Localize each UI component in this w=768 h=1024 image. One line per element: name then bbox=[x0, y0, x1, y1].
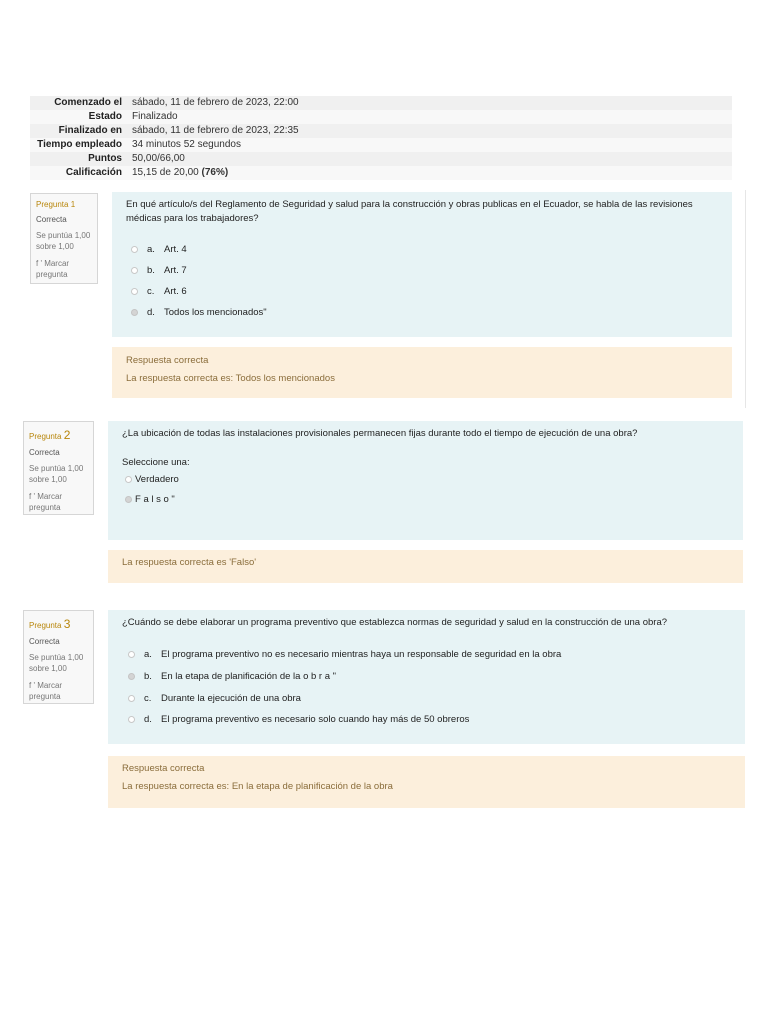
option-text: Art. 6 bbox=[164, 285, 187, 297]
summary-row-points bbox=[30, 152, 732, 166]
answer-option[interactable] bbox=[128, 691, 301, 705]
summary-value: 50,00/66,00 bbox=[132, 153, 185, 164]
answer-option[interactable] bbox=[128, 647, 561, 661]
summary-label: Comenzado el bbox=[54, 97, 122, 108]
option-letter: c. bbox=[144, 692, 152, 704]
question-content-1 bbox=[112, 192, 732, 337]
question-grade: Se puntúa 1,00 sobre 1,00 bbox=[29, 653, 84, 673]
question-number: Pregunta 3 bbox=[29, 617, 71, 631]
flag-question-link[interactable]: f ' Marcar pregunta bbox=[36, 259, 70, 279]
summary-value: 34 minutos 52 segundos bbox=[132, 139, 241, 150]
answer-option-selected[interactable] bbox=[131, 305, 267, 319]
summary-value: sábado, 11 de febrero de 2023, 22:35 bbox=[132, 125, 299, 136]
grade-max: de 20,00 bbox=[157, 167, 202, 178]
radio-button-checked[interactable] bbox=[128, 673, 135, 680]
radio-button[interactable] bbox=[128, 695, 135, 702]
radio-button-checked[interactable] bbox=[125, 496, 132, 503]
feedback-box-1 bbox=[112, 347, 732, 398]
answer-option[interactable] bbox=[128, 712, 469, 726]
divider bbox=[745, 190, 746, 408]
option-letter: a. bbox=[147, 243, 155, 255]
option-text: El programa preventivo no es necesario mientras haya un responsable de seguridad en la obra bbox=[161, 648, 562, 660]
feedback-title: Respuesta correcta bbox=[126, 355, 209, 366]
summary-label: Calificación bbox=[65, 167, 122, 178]
flag-question-link[interactable]: f ' Marcar pregunta bbox=[29, 681, 63, 701]
radio-button[interactable] bbox=[131, 288, 138, 295]
grade-value: 15,15 bbox=[132, 167, 158, 178]
option-text: Art. 7 bbox=[164, 264, 187, 276]
option-letter: d. bbox=[147, 306, 155, 318]
question-state: Correcta bbox=[36, 215, 67, 224]
question-info-3 bbox=[23, 610, 94, 704]
feedback-box-3 bbox=[108, 756, 745, 808]
summary-label: Estado bbox=[88, 111, 122, 122]
option-text: El programa preventivo es necesario solo cuando hay más de 50 obreros bbox=[161, 713, 470, 725]
question-number: Pregunta 2 bbox=[29, 428, 71, 442]
summary-value bbox=[122, 166, 228, 180]
option-text: Art. 4 bbox=[164, 243, 187, 255]
feedback-box-2 bbox=[108, 550, 743, 583]
summary-row-time bbox=[30, 138, 732, 152]
answer-option-selected[interactable] bbox=[125, 492, 175, 506]
answer-option[interactable] bbox=[131, 242, 187, 256]
summary-label: Puntos bbox=[88, 153, 122, 164]
option-letter: b. bbox=[147, 264, 155, 276]
feedback-text: La respuesta correcta es: Todos los mencionados bbox=[126, 373, 335, 384]
answer-option-selected[interactable] bbox=[128, 669, 336, 683]
summary-row-grade bbox=[30, 166, 732, 180]
summary-label: Tiempo empleado bbox=[37, 139, 122, 150]
radio-button-checked[interactable] bbox=[131, 309, 138, 316]
summary-label: Finalizado en bbox=[58, 125, 122, 136]
summary-row-finished bbox=[30, 124, 732, 138]
flag-question-link[interactable]: f ' Marcar pregunta bbox=[29, 492, 63, 512]
question-grade: Se puntúa 1,00 sobre 1,00 bbox=[29, 464, 84, 484]
question-text: ¿La ubicación de todas las instalaciones provisionales permanecen fijas durante todo el tiempo de ejecución de una obra? bbox=[122, 428, 638, 439]
option-text: En la etapa de planificación de la o b r a " bbox=[161, 670, 337, 682]
option-letter: b. bbox=[144, 670, 152, 682]
feedback-title: Respuesta correcta bbox=[122, 763, 205, 774]
select-one-prompt: Seleccione una: bbox=[122, 457, 190, 468]
summary-row-started bbox=[30, 96, 732, 110]
option-text: Todos los mencionados" bbox=[164, 306, 267, 318]
question-grade: Se puntúa 1,00 sobre 1,00 bbox=[36, 231, 91, 251]
option-text: F a l s o " bbox=[135, 493, 175, 505]
question-text: ¿Cuándo se debe elaborar un programa preventivo que establezca normas de seguridad y salud en la construcción de una obra? bbox=[122, 617, 668, 628]
summary-value: Finalizado bbox=[132, 111, 178, 122]
option-letter: d. bbox=[144, 713, 152, 725]
option-letter: a. bbox=[144, 648, 152, 660]
radio-button[interactable] bbox=[131, 267, 138, 274]
answer-option[interactable] bbox=[131, 263, 187, 277]
radio-button[interactable] bbox=[125, 476, 132, 483]
question-number: Pregunta 1 bbox=[36, 200, 76, 209]
question-state: Correcta bbox=[29, 637, 60, 646]
question-content-2 bbox=[108, 421, 743, 540]
summary-value: sábado, 11 de febrero de 2023, 22:00 bbox=[132, 97, 299, 108]
radio-button[interactable] bbox=[128, 651, 135, 658]
question-content-3 bbox=[108, 610, 745, 744]
attempt-summary-table bbox=[30, 96, 732, 180]
option-text: Durante la ejecución de una obra bbox=[161, 692, 301, 704]
question-info-1 bbox=[30, 193, 98, 284]
question-text: En qué artículo/s del Reglamento de Seguridad y salud para la construcción y obras publicas en el Ecuador, se habla de las revisiones médicas para los trabajadores? bbox=[126, 199, 693, 224]
summary-row-state bbox=[30, 110, 732, 124]
radio-button[interactable] bbox=[128, 716, 135, 723]
radio-button[interactable] bbox=[131, 246, 138, 253]
answer-option[interactable] bbox=[131, 284, 187, 298]
feedback-text: La respuesta correcta es: En la etapa de planificación de la obra bbox=[122, 781, 393, 792]
option-letter: c. bbox=[147, 285, 155, 297]
question-info-2 bbox=[23, 421, 94, 515]
answer-option[interactable] bbox=[125, 472, 179, 486]
grade-percent: (76%) bbox=[201, 167, 229, 178]
feedback-text: La respuesta correcta es 'Falso' bbox=[122, 557, 257, 568]
option-text: Verdadero bbox=[135, 473, 179, 485]
question-state: Correcta bbox=[29, 448, 60, 457]
